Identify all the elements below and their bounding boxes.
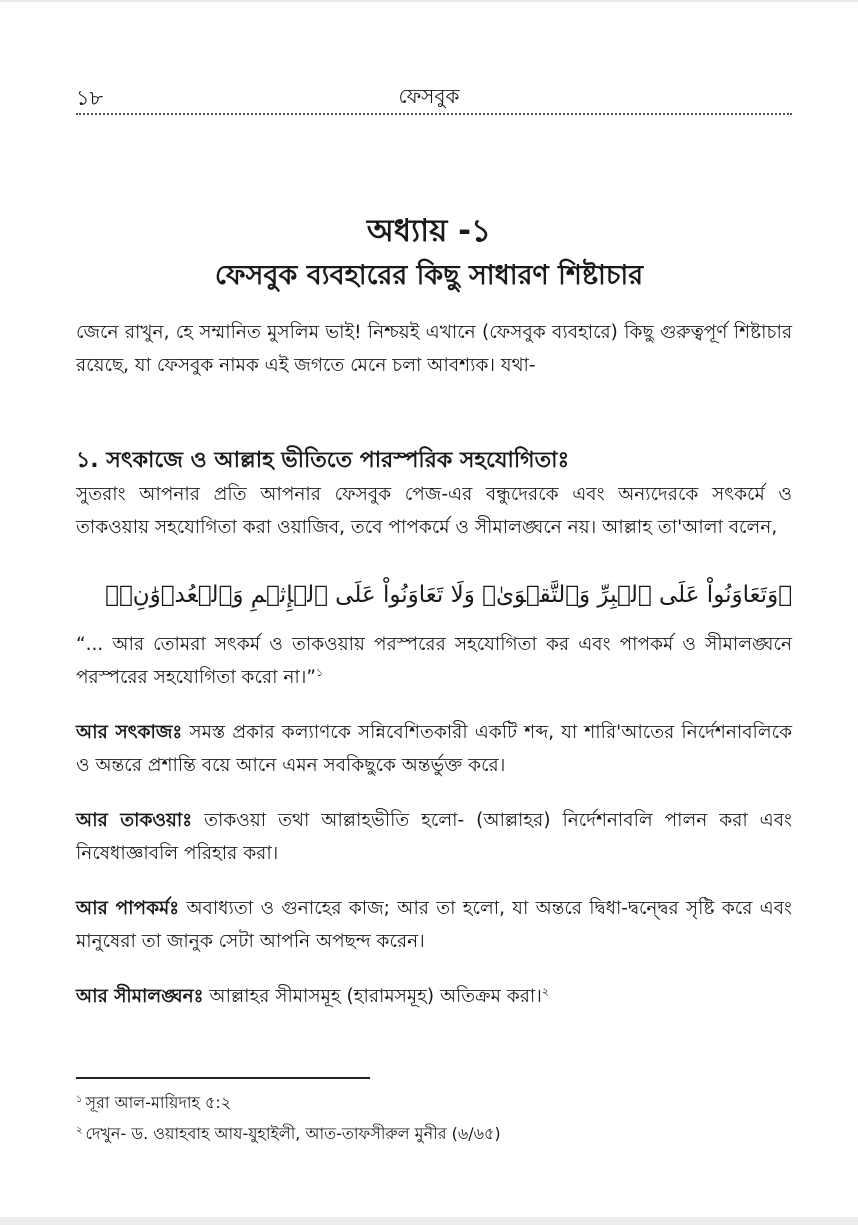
translation-text: “... আর তোমরা সৎকর্ম ও তাকওয়ায় পরস্পরের সহযোগিতা কর এবং পাপকর্ম ও সীমালঙ্ঘনে পরস্পরের সহযোগিতা করো না।” bbox=[76, 634, 792, 688]
definition-term: আর সীমালঙ্ঘনঃ bbox=[76, 986, 204, 1007]
footnote-mark: ২ bbox=[76, 1125, 83, 1136]
chapter-subtitle: ফেসবুক ব্যবহারের কিছু সাধারণ শিষ্টাচার bbox=[214, 260, 644, 291]
definition-text: অবাধ্যতা ও গুনাহের কাজ; আর তা হলো, যা অন্তরে দ্বিধা-দ্বন্দ্বের সৃষ্টি করে এবং মানুষেরা তা জানুক সেটা আপনি অপছন্দ করেন। bbox=[76, 898, 793, 952]
page-bottom-edge bbox=[0, 1217, 858, 1225]
definition-paragraph bbox=[76, 892, 792, 958]
section-body: সুতরাং আপনার প্রতি আপনার ফেসবুক পেজ-এর বন্ধুদেরকে এবং অন্যদেরকে সৎকর্মে ও তাকওয়ায় সহযোগিতা করা ওয়াজিব, তবে পাপকর্মে ও সীমালঙ্ঘনে নয়। আল্লাহ তা'আলা বলেন, bbox=[76, 484, 792, 538]
footnote-mark: ১ bbox=[76, 1094, 83, 1105]
definition-term: আর পাপকর্মঃ bbox=[76, 898, 180, 919]
page-top-edge bbox=[0, 0, 858, 2]
section-heading: ১. সৎকাজে ও আল্লাহ ভীতিতে পারস্পরিক সহযোগিতাঃ bbox=[76, 448, 570, 473]
definition-text: সমস্ত প্রকার কল্যাণকে সন্নিবেশিতকারী একটি শব্দ, যা শারি'আতের নির্দেশনাবলিকে ও অন্তরে প্রশান্তি বয়ে আনে এমন সবকিছুকে অন্তর্ভুক্ত করে। bbox=[76, 722, 793, 776]
footnote-rule bbox=[76, 1077, 370, 1079]
definition-paragraph bbox=[76, 804, 792, 870]
footnote-text: সূরা আল-মায়িদাহ ৫:২ bbox=[85, 1093, 232, 1112]
definition-paragraph bbox=[76, 980, 792, 1013]
footnote-text: দেখুন- ড. ওয়াহবাহ আয-যুহাইলী, আত-তাফসীরুল মুনীর (৬/৬৫) bbox=[85, 1124, 501, 1143]
footnote bbox=[76, 1090, 231, 1117]
page-number: ১৮ bbox=[76, 86, 104, 110]
footnote-ref-2[interactable]: ২ bbox=[541, 985, 550, 998]
definition-text: আল্লাহর সীমাসমূহ (হারামসমূহ) অতিক্রম করা। bbox=[209, 986, 542, 1007]
footnote-ref-1[interactable]: ১ bbox=[315, 666, 324, 679]
chapter-title: অধ্যায় -১ bbox=[366, 213, 492, 249]
definition-paragraph bbox=[76, 716, 792, 782]
definition-text: তাকওয়া তথা আল্লাহভীতি হলো- (আল্লাহর) নির্দেশনাবলি পালন করা এবং নিষেধাজ্ঞাবলি পরিহার করা। bbox=[76, 810, 792, 864]
definition-term: আর তাকওয়াঃ bbox=[76, 810, 193, 831]
intro-paragraph: জেনে রাখুন, হে সম্মানিত মুসলিম ভাই! নিশ্চয়ই এখানে (ফেসবুক ব্যবহারে) কিছু গুরুত্বপূর্ণ শিষ্টাচার রয়েছে, যা ফেসবুক নামক এই জগতে মেনে চলা আবশ্যক। যথা- bbox=[76, 322, 792, 376]
verse-translation bbox=[76, 628, 792, 694]
running-header-title: ফেসবুক bbox=[398, 84, 460, 108]
footnote bbox=[76, 1121, 501, 1148]
header-dotted-rule bbox=[76, 113, 792, 115]
arabic-verse: ﴿وَتَعَاوَنُواْ عَلَى ٱلۡبِرِّ وَٱلتَّقۡوَىٰۖ وَلَا تَعَاوَنُواْ عَلَى ٱلۡإِثۡمِ وَٱلۡعُدۡوَٰنِۚ﴾ bbox=[105, 582, 792, 608]
definition-term: আর সৎকাজঃ bbox=[76, 722, 183, 743]
